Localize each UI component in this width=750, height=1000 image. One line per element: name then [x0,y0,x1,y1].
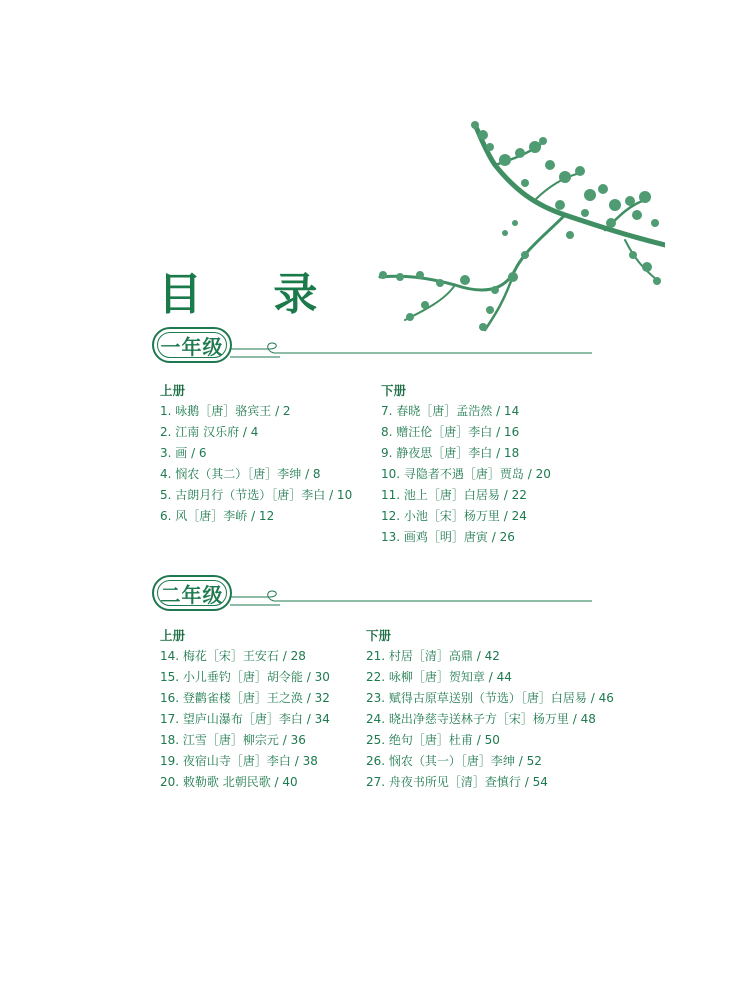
toc-entry[interactable]: 3. 画 / 6 [160,446,207,460]
grade-1-upper-volume [160,380,352,527]
toc-entry[interactable]: 7. 春晓［唐］孟浩然 / 14 [381,404,520,418]
volume-heading: 下册 [366,628,392,643]
volume-heading: 上册 [160,383,186,398]
toc-entry[interactable]: 22. 咏柳［唐］贺知章 / 44 [366,670,512,684]
volume-heading: 下册 [381,383,407,398]
toc-entry[interactable]: 8. 赠汪伦［唐］李白 / 16 [381,425,520,439]
grade-1-header [152,327,592,367]
grade-2-upper-volume [160,625,330,793]
grade-2-header [152,575,592,615]
toc-entry[interactable]: 11. 池上［唐］白居易 / 22 [381,488,527,502]
plum-branch-illustration [365,105,665,335]
toc-entry[interactable]: 1. 咏鹅［唐］骆宾王 / 2 [160,404,291,418]
toc-entry[interactable]: 5. 古朗月行（节选）［唐］李白 / 10 [160,488,353,502]
toc-entry[interactable]: 17. 望庐山瀑布［唐］李白 / 34 [160,712,330,726]
toc-entry[interactable]: 25. 绝句［唐］杜甫 / 50 [366,733,500,747]
toc-entry[interactable]: 20. 敕勒歌 北朝民歌 / 40 [160,775,298,789]
toc-entry[interactable]: 16. 登鹳雀楼［唐］王之涣 / 32 [160,691,330,705]
toc-entry[interactable]: 24. 晓出净慈寺送林子方［宋］杨万里 / 48 [366,712,596,726]
toc-entry[interactable]: 23. 赋得古原草送别（节选）［唐］白居易 / 46 [366,691,614,705]
toc-entry[interactable]: 4. 悯农（其二）［唐］李绅 / 8 [160,467,321,481]
toc-entry[interactable]: 26. 悯农（其一）［唐］李绅 / 52 [366,754,542,768]
toc-entry[interactable]: 19. 夜宿山寺［唐］李白 / 38 [160,754,318,768]
toc-entry[interactable]: 12. 小池［宋］杨万里 / 24 [381,509,527,523]
toc-entry[interactable]: 9. 静夜思［唐］李白 / 18 [381,446,520,460]
page-title: 目 录 [158,269,346,320]
grade-2-lower-volume [366,625,614,793]
grade-1-badge: 一年级 [152,327,232,363]
volume-heading: 上册 [160,628,186,643]
decorative-rule [230,575,592,615]
toc-entry[interactable]: 14. 梅花［宋］王安石 / 28 [160,649,306,663]
toc-entry[interactable]: 15. 小儿垂钓［唐］胡令能 / 30 [160,670,330,684]
toc-entry[interactable]: 6. 风［唐］李峤 / 12 [160,509,275,523]
toc-entry[interactable]: 10. 寻隐者不遇［唐］贾岛 / 20 [381,467,551,481]
toc-entry[interactable]: 27. 舟夜书所见［清］查慎行 / 54 [366,775,548,789]
grade-2-badge: 二年级 [152,575,232,611]
grade-1-lower-volume [381,380,551,548]
toc-entry[interactable]: 2. 江南 汉乐府 / 4 [160,425,259,439]
toc-entry[interactable]: 18. 江雪［唐］柳宗元 / 36 [160,733,306,747]
toc-entry[interactable]: 13. 画鸡［明］唐寅 / 26 [381,530,515,544]
toc-entry[interactable]: 21. 村居［清］高鼎 / 42 [366,649,500,663]
decorative-rule [230,327,592,367]
